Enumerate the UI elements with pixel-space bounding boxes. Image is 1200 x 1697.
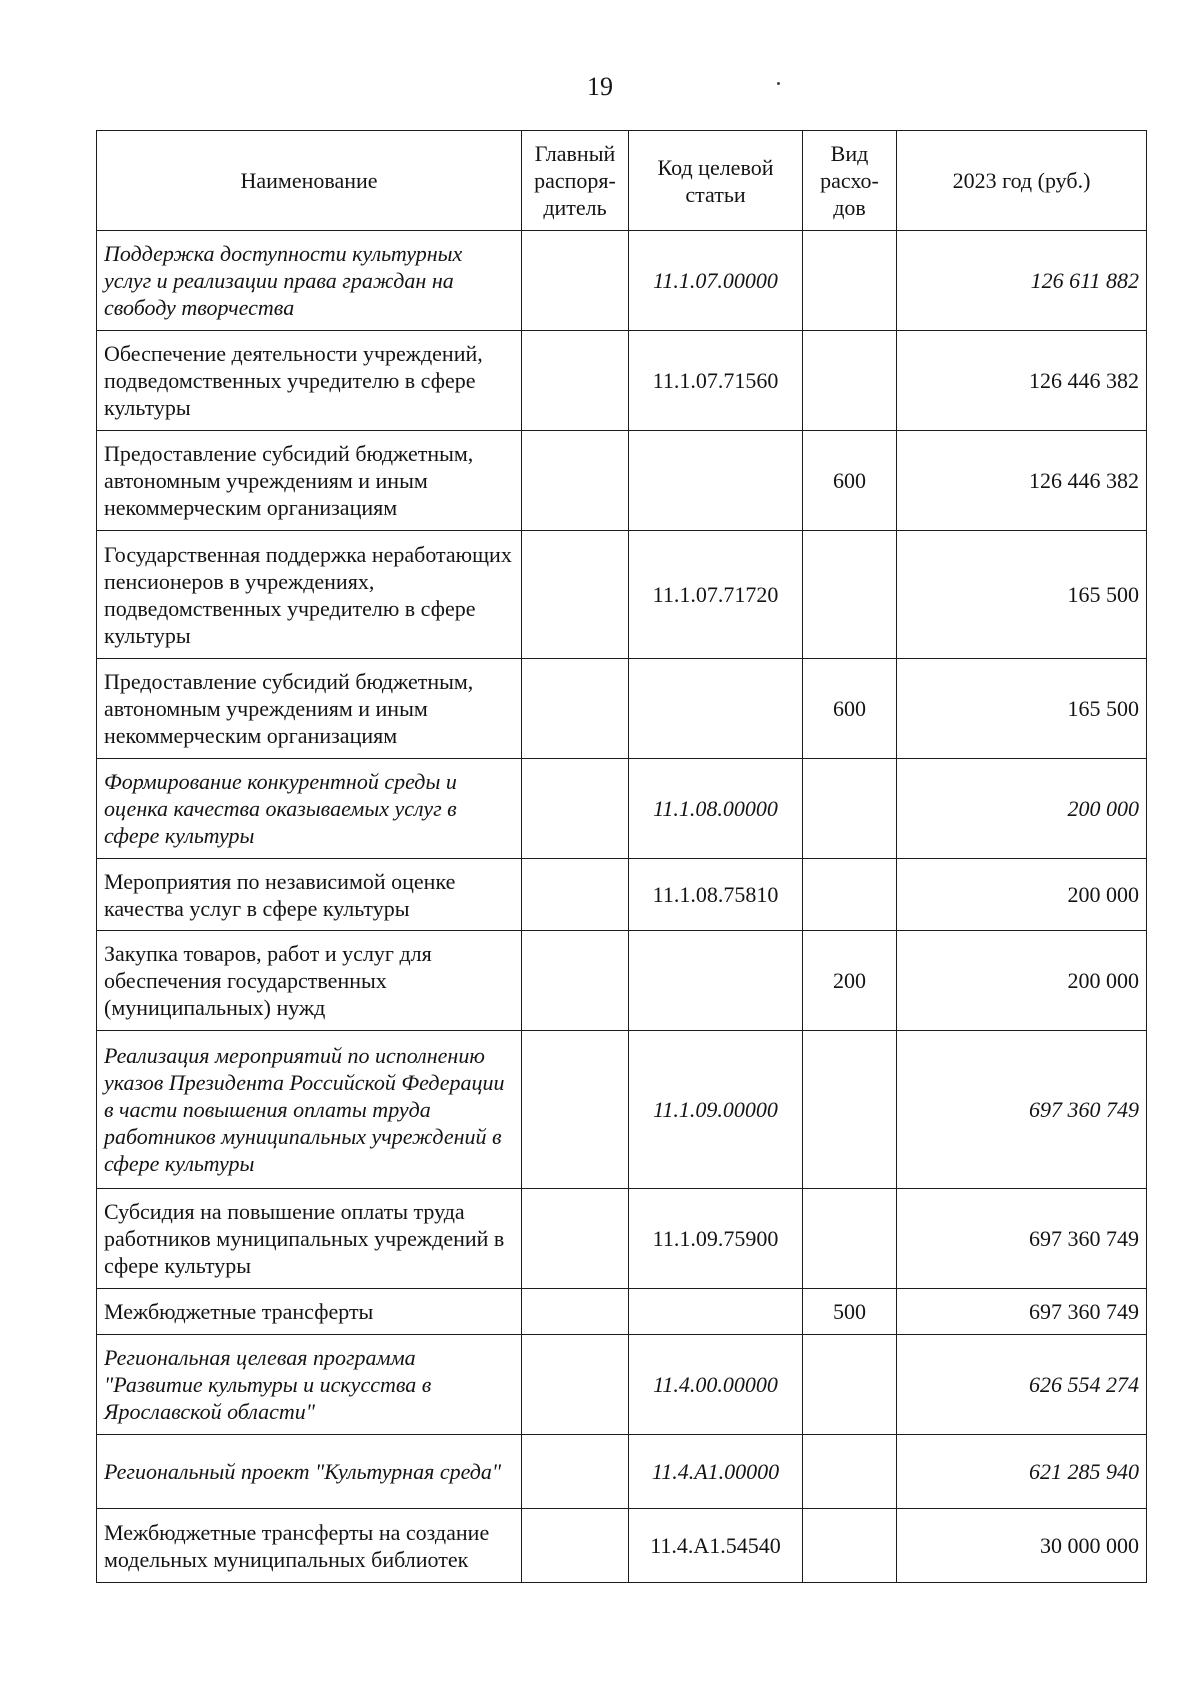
row-name-cell: Реализация мероприятий по исполнению указов Президента Российской Федерации в части повышения оплаты труда работников муниципальных учреждений в сфере культуры xyxy=(97,1031,522,1189)
table-row xyxy=(97,759,1147,859)
header-code: Код целевой статьи xyxy=(629,131,803,231)
row-code-cell xyxy=(629,931,803,1031)
row-code-cell: 11.4.А1.54540 xyxy=(629,1509,803,1583)
table-row xyxy=(97,231,1147,331)
row-amount-cell: 126 446 382 xyxy=(897,431,1147,531)
row-kind-cell xyxy=(803,1435,897,1509)
row-manager-cell xyxy=(522,759,629,859)
table-row xyxy=(97,531,1147,659)
row-manager-cell xyxy=(522,859,629,931)
header-kind: Вид расхо-дов xyxy=(803,131,897,231)
row-code-cell: 11.1.07.71720 xyxy=(629,531,803,659)
header-name: Наименование xyxy=(97,131,522,231)
row-kind-cell xyxy=(803,231,897,331)
row-code-cell: 11.1.09.75900 xyxy=(629,1189,803,1289)
table-row xyxy=(97,1031,1147,1189)
row-kind-cell: 200 xyxy=(803,931,897,1031)
row-code-cell: 11.4.00.00000 xyxy=(629,1335,803,1435)
row-name-cell: Региональный проект "Культурная среда" xyxy=(97,1435,522,1509)
row-kind-cell xyxy=(803,759,897,859)
row-kind-cell xyxy=(803,859,897,931)
row-amount-cell: 126 611 882 xyxy=(897,231,1147,331)
row-amount-cell: 200 000 xyxy=(897,859,1147,931)
row-kind-cell xyxy=(803,331,897,431)
row-name-cell: Межбюджетные трансферты xyxy=(97,1289,522,1335)
row-manager-cell xyxy=(522,931,629,1031)
row-amount-cell: 626 554 274 xyxy=(897,1335,1147,1435)
row-name-cell: Региональная целевая программа "Развитие культуры и искусства в Ярославской области" xyxy=(97,1335,522,1435)
table-row xyxy=(97,859,1147,931)
row-code-cell: 11.1.09.00000 xyxy=(629,1031,803,1189)
row-manager-cell xyxy=(522,431,629,531)
row-name-cell: Межбюджетные трансферты на создание модельных муниципальных библиотек xyxy=(97,1509,522,1583)
row-manager-cell xyxy=(522,231,629,331)
row-kind-cell xyxy=(803,1335,897,1435)
row-code-cell: 11.4.А1.00000 xyxy=(629,1435,803,1509)
row-code-cell xyxy=(629,1289,803,1335)
row-manager-cell xyxy=(522,531,629,659)
table-row xyxy=(97,1509,1147,1583)
row-name-cell: Поддержка доступности культурных услуг и реализации права граждан на свободу творчества xyxy=(97,231,522,331)
row-kind-cell xyxy=(803,1031,897,1189)
row-amount-cell: 697 360 749 xyxy=(897,1289,1147,1335)
table-row xyxy=(97,1335,1147,1435)
row-manager-cell xyxy=(522,1335,629,1435)
row-amount-cell: 621 285 940 xyxy=(897,1435,1147,1509)
row-kind-cell xyxy=(803,1189,897,1289)
row-kind-cell xyxy=(803,531,897,659)
scan-speck xyxy=(777,82,780,85)
row-amount-cell: 30 000 000 xyxy=(897,1509,1147,1583)
table-row xyxy=(97,1435,1147,1509)
row-name-cell: Предоставление субсидий бюджетным, автономным учреждениям и иным некоммерческим организациям xyxy=(97,431,522,531)
row-amount-cell: 200 000 xyxy=(897,759,1147,859)
row-name-cell: Формирование конкурентной среды и оценка качества оказываемых услуг в сфере культуры xyxy=(97,759,522,859)
row-amount-cell: 697 360 749 xyxy=(897,1031,1147,1189)
row-manager-cell xyxy=(522,1031,629,1189)
row-name-cell: Государственная поддержка неработающих пенсионеров в учреждениях, подведомственных учредителю в сфере культуры xyxy=(97,531,522,659)
row-code-cell xyxy=(629,431,803,531)
table-row xyxy=(97,659,1147,759)
row-code-cell: 11.1.07.00000 xyxy=(629,231,803,331)
row-code-cell xyxy=(629,659,803,759)
row-amount-cell: 126 446 382 xyxy=(897,331,1147,431)
row-code-cell: 11.1.08.00000 xyxy=(629,759,803,859)
table-row xyxy=(97,1189,1147,1289)
row-manager-cell xyxy=(522,331,629,431)
row-kind-cell: 500 xyxy=(803,1289,897,1335)
row-manager-cell xyxy=(522,1289,629,1335)
row-amount-cell: 165 500 xyxy=(897,659,1147,759)
budget-table xyxy=(96,130,1147,1583)
row-manager-cell xyxy=(522,1509,629,1583)
table-row xyxy=(97,331,1147,431)
row-manager-cell xyxy=(522,659,629,759)
table-body xyxy=(97,231,1147,1583)
row-name-cell: Закупка товаров, работ и услуг для обеспечения государственных (муниципальных) нужд xyxy=(97,931,522,1031)
row-amount-cell: 165 500 xyxy=(897,531,1147,659)
row-manager-cell xyxy=(522,1189,629,1289)
row-code-cell: 11.1.07.71560 xyxy=(629,331,803,431)
table-row xyxy=(97,1289,1147,1335)
row-kind-cell: 600 xyxy=(803,431,897,531)
row-name-cell: Субсидия на повышение оплаты труда работников муниципальных учреждений в сфере культуры xyxy=(97,1189,522,1289)
row-name-cell: Мероприятия по независимой оценке качества услуг в сфере культуры xyxy=(97,859,522,931)
table-row xyxy=(97,931,1147,1031)
row-kind-cell: 600 xyxy=(803,659,897,759)
table-row xyxy=(97,431,1147,531)
table-header-row xyxy=(97,131,1147,231)
page-number: 19 xyxy=(587,72,613,101)
row-kind-cell xyxy=(803,1509,897,1583)
row-name-cell: Обеспечение деятельности учреждений, подведомственных учредителю в сфере культуры xyxy=(97,331,522,431)
row-manager-cell xyxy=(522,1435,629,1509)
header-manager: Главный распоря-дитель xyxy=(522,131,629,231)
row-name-cell: Предоставление субсидий бюджетным, автономным учреждениям и иным некоммерческим организациям xyxy=(97,659,522,759)
row-amount-cell: 200 000 xyxy=(897,931,1147,1031)
row-amount-cell: 697 360 749 xyxy=(897,1189,1147,1289)
header-amount: 2023 год (руб.) xyxy=(897,131,1147,231)
row-code-cell: 11.1.08.75810 xyxy=(629,859,803,931)
